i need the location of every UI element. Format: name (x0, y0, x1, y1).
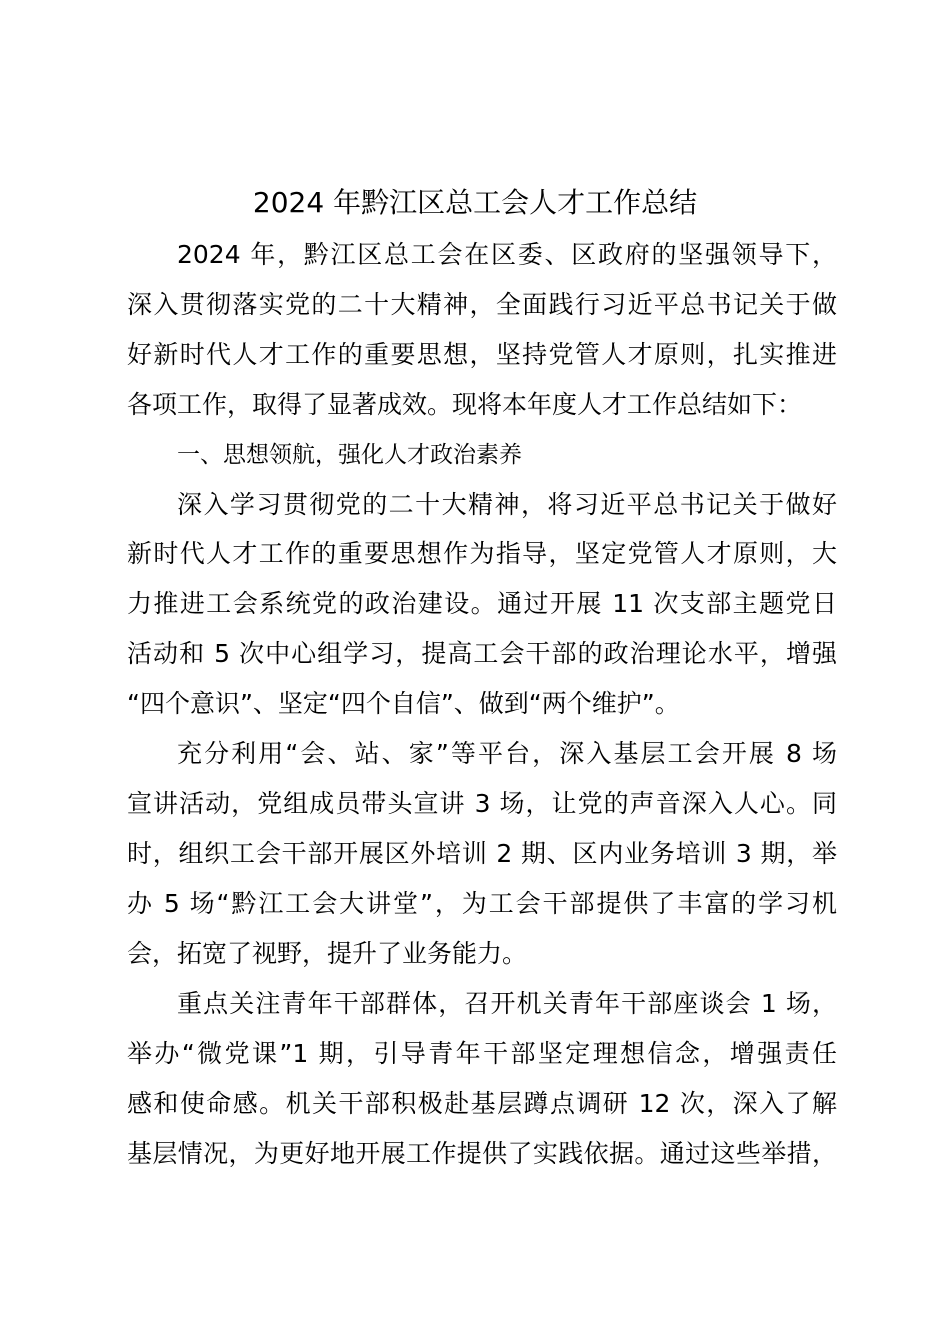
paragraph-line: 新时代人才工作的重要思想作为指导，坚定党管人才原则，大 (127, 539, 837, 568)
paragraph-line: 2024 年，黔江区总工会在区委、区政府的坚强领导下， (177, 240, 837, 269)
paragraph-line: 办 5 场“黔江工会大讲堂”，为工会干部提供了丰富的学习机 (127, 889, 837, 918)
paragraph-line: 重点关注青年干部群体，召开机关青年干部座谈会 1 场， (177, 989, 837, 1018)
paragraph-line: 各项工作，取得了显著成效。现将本年度人才工作总结如下： (127, 390, 803, 419)
paragraph-line: 力推进工会系统党的政治建设。通过开展 11 次支部主题党日 (127, 589, 837, 618)
paragraph-line: 举办“微党课”1 期，引导青年干部坚定理想信念，增强责任 (127, 1039, 837, 1068)
paragraph-line: “四个意识”、坚定“四个自信”、做到“两个维护”。 (127, 689, 680, 718)
paragraph-line: 深入贯彻落实党的二十大精神，全面践行习近平总书记关于做 (127, 290, 837, 319)
paragraph-line: 感和使命感。机关干部积极赴基层蹲点调研 12 次，深入了解 (127, 1089, 837, 1118)
paragraph-line: 时，组织工会干部开展区外培训 2 期、区内业务培训 3 期，举 (127, 839, 837, 868)
paragraph-line: 好新时代人才工作的重要思想，坚持党管人才原则，扎实推进 (127, 340, 837, 369)
section-heading: 一、思想领航，强化人才政治素养 (177, 442, 522, 468)
paragraph-line: 宣讲活动，党组成员带头宣讲 3 场，让党的声音深入人心。同 (127, 789, 837, 818)
paragraph-line: 充分利用“会、站、家”等平台，深入基层工会开展 8 场 (177, 739, 837, 768)
paragraph-line: 会，拓宽了视野，提升了业务能力。 (127, 939, 528, 968)
paragraph-line: 基层情况，为更好地开展工作提供了实践依据。通过这些举措， (127, 1139, 837, 1168)
paragraph-line: 深入学习贯彻党的二十大精神，将习近平总书记关于做好 (177, 490, 837, 519)
paragraph-line: 活动和 5 次中心组学习，提高工会干部的政治理论水平，增强 (127, 639, 837, 668)
document-title: 2024 年黔江区总工会人才工作总结 (252, 186, 698, 219)
